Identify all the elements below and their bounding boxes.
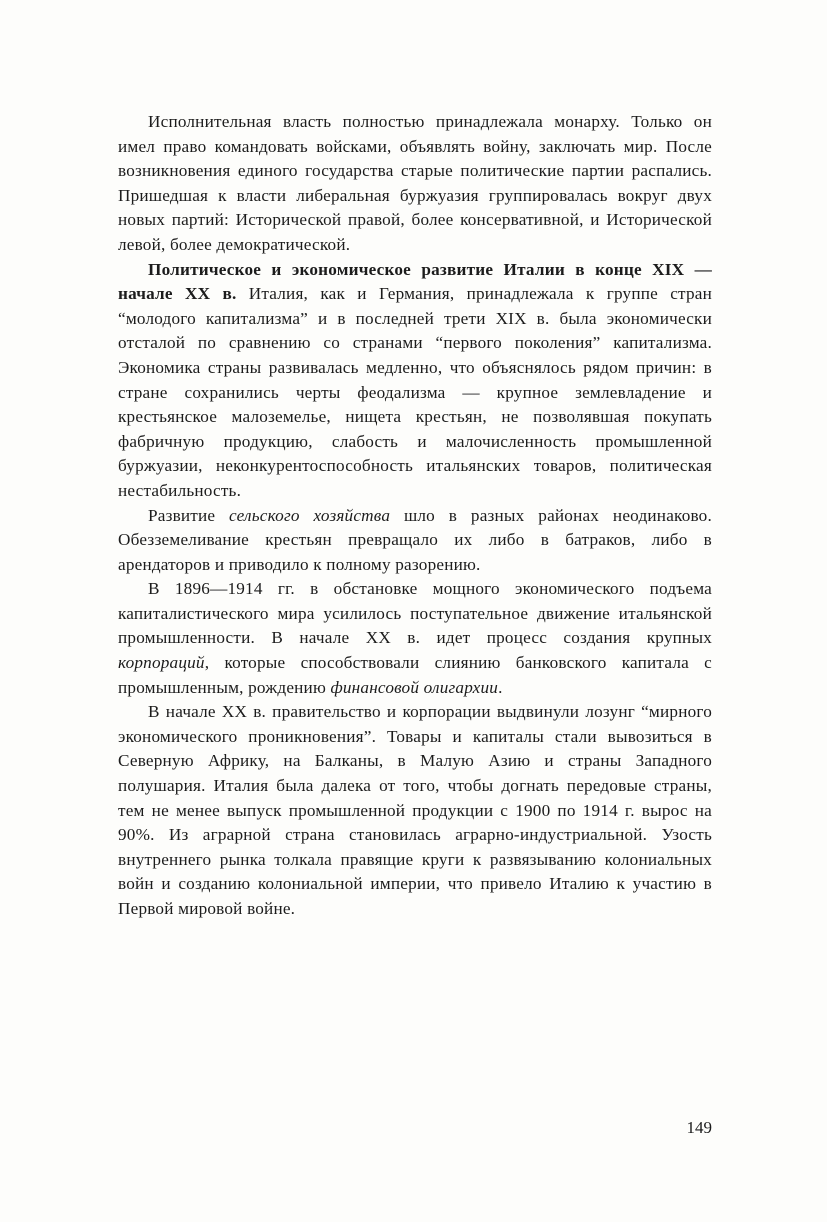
text-run: шло в разных районах неодинаково. Обезземеливание крестьян превращало их либо в батраков, либо в арендаторов и приводило к полному разорению.: [118, 505, 712, 574]
text-run: В начале XX в. правительство и корпорации выдвинули лозунг “мирного экономического проникновения”. Товары и капиталы стали вывозиться в Северную Африку, на Балканы, в Малую Азию и страны Западного полушария. Италия была далека от того, чтобы догнать передовые страны, тем не менее выпуск промышленной продукции с 1900 по 1914 г. вырос на 90%. Из аграрной страна становилась аграрно-индустриальной. Узость внутреннего рынка толкала правящие круги к развязыванию колониальных войн и созданию колониальной империи, что привело Италию к участию в Первой мировой войне.: [118, 702, 712, 918]
text-run: корпораций: [118, 653, 205, 673]
text-run: , которые способствовали слиянию банковского капитала с промышленным, рождению: [118, 653, 712, 697]
text-run: Политическое и экономическое развитие Италии в конце XIX — начале XX в.: [118, 259, 712, 304]
text-run: В 1896—1914 гг. в обстановке мощного экономического подъема капиталистического мира усилилось поступательное движение итальянской промышленности. В начале XX в. идет процесс создания крупных: [118, 579, 712, 648]
text-run: финансовой олигархии: [330, 677, 499, 697]
paragraph: [118, 577, 712, 700]
text-run: сельского хозяйства: [229, 505, 391, 525]
text-run: .: [498, 677, 503, 697]
page-text: [118, 110, 712, 922]
text-run: Исполнительная власть полностью принадлежала монарху. Только он имел право командовать войсками, объявлять войну, заключать мир. После возникновения единого государства старые политические партии распались. Пришедшая к власти либеральная буржуазия группировалась вокруг двух новых партий: Исторической правой, более консервативной, и Исторической левой, более демократической.: [118, 112, 712, 254]
text-run: Италия, как и Германия, принадлежала к группе стран “молодого капитализма” и в последней трети XIX в. была экономически отсталой по сравнению со странами “первого поколения” капитализма. Экономика страны развивалась медленно, что объяснялось рядом причин: в стране сохранились черты феодализма — крупное землевладение и крестьянское малоземелье, нищета крестьян, не позволявшая покупать фабричную продукцию, слабость и малочисленность промышленной буржуазии, неконкурентоспособность итальянских товаров, политическая нестабильность.: [118, 284, 712, 500]
text-run: Развитие: [148, 505, 230, 525]
paragraph: [118, 700, 712, 921]
page-number: 149: [686, 1118, 712, 1137]
paragraph: [118, 110, 712, 258]
paragraph: [118, 258, 712, 504]
paragraph: [118, 504, 712, 578]
